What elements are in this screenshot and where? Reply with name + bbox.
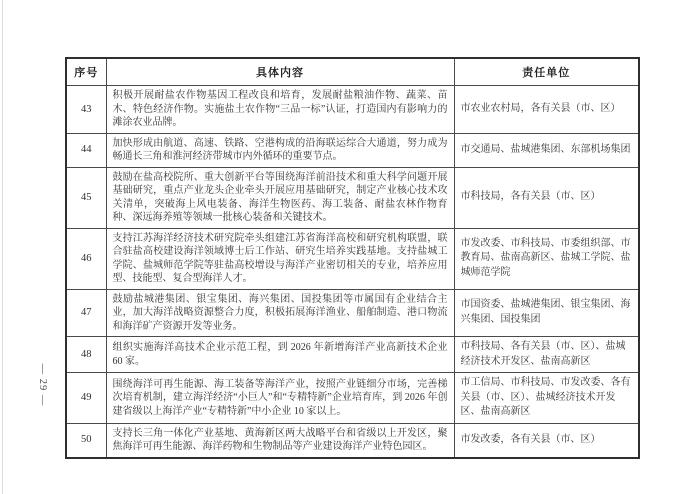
row-content: 加快形成由航道、高速、铁路、空港构成的沿海联运综合大通道，努力成为畅通长三角和淮河经济带城市内外循环的重要节点。 bbox=[106, 133, 454, 167]
table-row bbox=[66, 373, 639, 424]
table-row bbox=[66, 133, 639, 167]
table-row bbox=[66, 289, 639, 337]
row-content: 鼓励盐城港集团、银宝集团、海兴集团、国投集团等市属国有企业结合主业，加大海洋战略资源整合力度，积极拓展海洋渔业、船舶制造、港口物流和海洋矿产资源开发等业务。 bbox=[106, 289, 454, 337]
row-content: 积极开展耐盐农作物基因工程改良和培育，发展耐盐粮油作物、蔬菜、苗木、特色经济作物。实施盐土农作物“三品一标”认证，打造国内有影响力的滩涂农业品牌。 bbox=[106, 86, 454, 134]
row-content: 围绕海洋可再生能源、海工装备等海洋产业，按照产业链细分市场，完善梯次培育机制，建立海洋经济“小巨人”和“专精特新”企业培育库，到 2026 年创建省级以上海洋产业“专精特新”中小企业 10 家以上。 bbox=[106, 373, 454, 424]
scan-edge-artifact bbox=[2, 0, 3, 494]
action-items-table bbox=[65, 57, 640, 459]
row-unit: 市发改委，各有关县（市、区） bbox=[454, 423, 639, 458]
col-header-content: 具体内容 bbox=[106, 58, 454, 86]
page-number: — 29 — bbox=[37, 363, 48, 407]
row-unit: 市发改委、市科技局、市委组织部、市教育局、盐南高新区、盐城工学院、盐城师范学院 bbox=[454, 228, 639, 289]
row-content: 鼓励在盐高校院所、重大创新平台等围绕海洋前沿技术和重大科学问题开展基础研究，重点产业龙头企业牵头开展应用基础研究，制定产业核心技术攻关清单，突破海上风电装备、海洋生物医药、海工装备、耐盐农林作物育种、深远海养殖等领域一批核心装备和关键技术。 bbox=[106, 167, 454, 228]
row-index: 43 bbox=[66, 86, 106, 134]
table-row bbox=[66, 337, 639, 373]
table-row bbox=[66, 167, 639, 228]
row-index: 49 bbox=[66, 373, 106, 424]
row-unit: 市科技局，各有关县（市、区） bbox=[454, 167, 639, 228]
table-row bbox=[66, 423, 639, 458]
row-index: 47 bbox=[66, 289, 106, 337]
row-unit: 市农业农村局，各有关县（市、区） bbox=[454, 86, 639, 134]
row-unit: 市工信局、市科技局、市发改委、各有关县（市、区）、盐城经济技术开发区、盐南高新区 bbox=[454, 373, 639, 424]
row-content: 组织实施海洋高技术企业示范工程，到 2026 年新增海洋产业高新技术企业 60 家。 bbox=[106, 337, 454, 373]
row-index: 44 bbox=[66, 133, 106, 167]
row-unit: 市国资委、盐城港集团、银宝集团、海兴集团、国投集团 bbox=[454, 289, 639, 337]
row-content: 支持长三角一体化产业基地、黄海新区两大战略平台和省级以上开发区，聚焦海洋可再生能源、海洋药物和生物制品等产业建设海洋产业特色园区。 bbox=[106, 423, 454, 458]
table-header-row bbox=[66, 58, 639, 86]
row-unit: 市交通局、盐城港集团、东部机场集团 bbox=[454, 133, 639, 167]
row-unit: 市科技局、各有关县（市、区）、盐城经济技术开发区、盐南高新区 bbox=[454, 337, 639, 373]
col-header-index: 序号 bbox=[66, 58, 106, 86]
table-row bbox=[66, 228, 639, 289]
row-index: 48 bbox=[66, 337, 106, 373]
row-index: 50 bbox=[66, 423, 106, 458]
table-row bbox=[66, 86, 639, 134]
row-index: 46 bbox=[66, 228, 106, 289]
row-content: 支持江苏海洋经济技术研究院牵头组建江苏省海洋高校和研究机构联盟，联合驻盐高校建设海洋领域博士后工作站、研究生培养实践基地。支持盐城工学院、盐城师范学院等驻盐高校增设与海洋产业密切相关的专业，培养应用型、技能型、复合型海洋人才。 bbox=[106, 228, 454, 289]
row-index: 45 bbox=[66, 167, 106, 228]
col-header-unit: 责任单位 bbox=[454, 58, 639, 86]
